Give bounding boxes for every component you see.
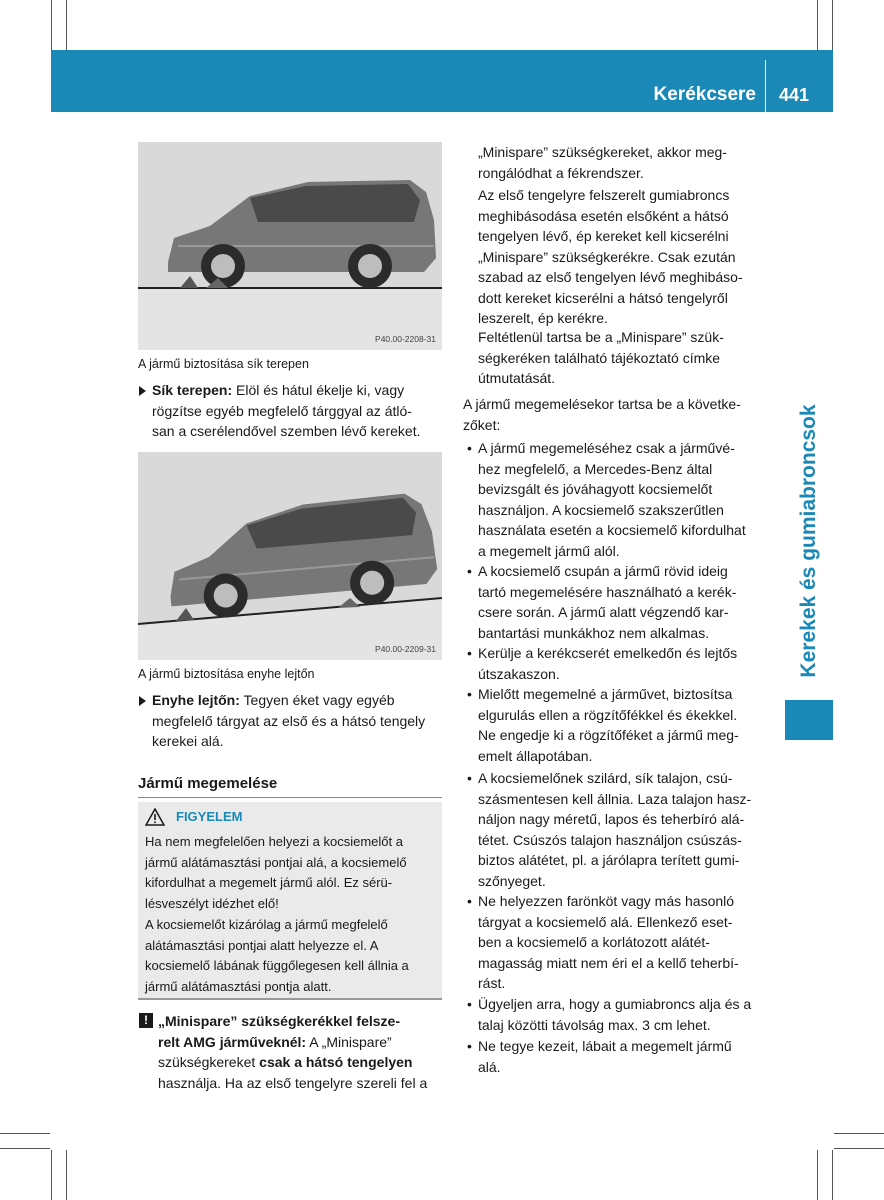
paragraph-lifting-intro: A jármű megemelésekor tartsa be a követke- zőket:: [463, 396, 741, 433]
step-lead: Sík terepen:: [152, 382, 233, 398]
bullet-icon: •: [467, 440, 472, 456]
bullet-icon: •: [467, 686, 472, 702]
paragraph-front-axle-damage: Az első tengelyre felszerelt gumiabroncs meghibásodása esetén elsőként a hátsó tengelyen lévő, ép kereket kell kicserélni „Minispare” szükségkerékre. Csak ezután szabad az első tengelyen lévő meghibáso- dott kereket kicserélni a hátsó tengelyről leszerelt, ép kerékre.: [478, 187, 743, 326]
chapter-side-tab-marker: [785, 700, 833, 740]
list-item: Mielőtt megemelné a járművet, biztosítsa elgurulás ellen a rögzítőfékkel és ékekkel. Ne engedje ki a rögzítőféket a jármű meg- emelt állapotában.: [478, 686, 739, 764]
crop-mark: [817, 0, 818, 50]
list-item: Kerülje a kerékcserét emelkedőn és lejtős útszakaszon.: [478, 645, 738, 682]
bullet-icon: •: [467, 645, 472, 661]
step-arrow-icon: [139, 386, 146, 396]
crop-mark: [834, 1148, 884, 1149]
warning-text: A kocsiemelőt kizárólag a jármű megfelelő alátámasztási pontjai alatt helyezze el. A kocsiemelő lábának függőlegesen kell állnia a jármű alátámasztási pontja alatt.: [145, 917, 409, 994]
step-slight-slope: Enyhe lejtőn: Tegyen éket vagy egyéb megfelelő tárgyat az első és a hátsó tengely kerekei alá.: [152, 692, 426, 749]
crop-mark: [832, 1150, 833, 1200]
chapter-side-tab: [785, 385, 833, 697]
step-level-ground: Sík terepen: Elöl és hátul ékelje ki, vagy rögzítse egyéb megfelelő tárggyal az átló- san a cserélendővel szemben lévő kereket.: [152, 382, 421, 439]
bullet-icon: •: [467, 893, 472, 909]
list-item: Ügyeljen arra, hogy a gumiabroncs alja és a talaj közötti távolság max. 3 cm lehet.: [478, 996, 752, 1033]
bullet-icon: •: [467, 770, 472, 786]
list-item: A jármű megemeléséhez csak a járművé- hez megfelelő, a Mercedes-Benz által bevizsgált és jóváhagyott kocsiemelőt használjon. A kocsiemelő szakszerűtlen használata esetén a kocsiemelő kifordulhat a megemelt jármű alól.: [478, 440, 746, 559]
crop-mark: [0, 1148, 50, 1149]
section-heading: Jármű megemelése: [138, 775, 278, 792]
figure-id: P40.00-2209-31: [375, 644, 436, 654]
figure-car-slope: [138, 452, 442, 660]
page-title: Kerékcsere: [653, 84, 756, 105]
crop-mark: [0, 1133, 50, 1134]
page-number: 441: [778, 85, 810, 105]
crop-mark: [66, 1150, 67, 1200]
list-item: Ne helyezzen farönköt vagy más hasonló tárgyat a kocsiemelő alá. Ellenkező eset- ben a kocsiemelő a korlátozott alátét- magasság miatt nem éri el a kellő teherbí- rást.: [478, 893, 739, 991]
bullet-icon: •: [467, 1038, 472, 1054]
crop-mark: [51, 1150, 52, 1200]
car-on-slope-illustration: [138, 452, 442, 660]
figure-caption: A jármű biztosítása sík terepen: [138, 357, 309, 371]
list-item: A kocsiemelő csupán a jármű rövid ideig tartó megemelésére használható a kerék- csere során. A jármű alatt végzendő kar- bantartási munkákhoz nem alkalmas.: [478, 563, 737, 641]
paragraph-label-instructions: Feltétlenül tartsa be a „Minispare” szük- ségkeréken található tájékoztató címke útmutatását.: [478, 329, 724, 386]
car-on-level-ground-illustration: [138, 142, 442, 350]
warning-triangle-icon: [145, 808, 165, 826]
crop-mark: [817, 1150, 818, 1200]
header-divider: [765, 60, 766, 112]
list-item: A kocsiemelőnek szilárd, sík talajon, csú- szásmentesen kell állnia. Laza talajon hasz- náljon nagy méretű, lapos és teherbíró alá- tétet. Csúszós talajon használjon csúszás- biztos alátétet, pl. a járólapra terített gumi- szőnyeget.: [478, 770, 752, 889]
crop-mark: [66, 0, 67, 50]
warning-title: FIGYELEM: [176, 809, 243, 824]
figure-id: P40.00-2208-31: [375, 334, 436, 344]
notice-amg-minispare: „Minispare” szükségkerékkel felsze- relt AMG járműveknél: A „Minispare” szükségkereket csak a hátsó tengelyen használja. Ha az első tengelyre szereli fel a: [158, 1013, 428, 1091]
warning-text: Ha nem megfelelően helyezi a kocsiemelőt a jármű alátámasztási pontjai alá, a kocsiemelő kifordulhat a megemelt jármű alól. Ez sérü- lésveszélyt idézhet elő!: [145, 834, 407, 911]
crop-mark: [51, 0, 52, 50]
step-lead: Enyhe lejtőn:: [152, 692, 240, 708]
notice-continuation: „Minispare” szükségkereket, akkor meg- rongálódhat a fékrendszer.: [478, 144, 727, 181]
bullet-icon: •: [467, 563, 472, 579]
step-arrow-icon: [139, 696, 146, 706]
warning-bottom-rule: [138, 998, 442, 1000]
chapter-side-tab-label: Kerekek és gumiabroncsok: [797, 404, 820, 678]
section-divider: [138, 797, 442, 798]
figure-car-level-ground: [138, 142, 442, 350]
notice-exclamation-icon: !: [139, 1013, 153, 1028]
crop-mark: [832, 0, 833, 50]
bullet-icon: •: [467, 996, 472, 1012]
list-item: Ne tegye kezeit, lábait a megemelt jármű alá.: [478, 1038, 732, 1075]
crop-mark: [834, 1133, 884, 1134]
figure-caption: A jármű biztosítása enyhe lejtőn: [138, 667, 315, 681]
